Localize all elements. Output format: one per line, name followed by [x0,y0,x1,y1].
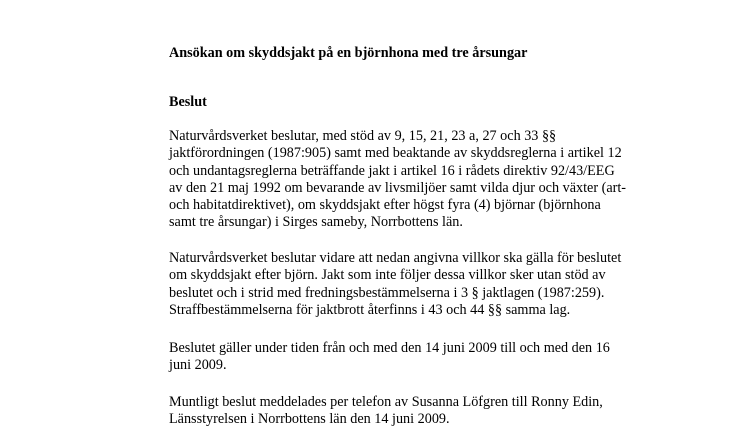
paragraph-line: och undantagsreglerna beträffande jakt i artikel 16 i rådets direktiv 92/43/EEG [169,162,615,179]
paragraph-line: Länsstyrelsen i Norrbottens län den 14 juni 2009. [169,411,450,428]
paragraph-line: Naturvårdsverket beslutar vidare att nedan angivna villkor ska gälla för beslutet [169,250,622,266]
paragraph-oral-decision [169,394,669,429]
paragraph-conditions [169,250,669,319]
paragraph-decision [169,128,669,232]
paragraph-line: samt tre årsungar) i Sirges sameby, Norrbottens län. [169,214,463,231]
paragraph-line: Naturvårdsverket beslutar, med stöd av 9, 15, 21, 23 a, 27 och 33 §§ [169,128,557,144]
paragraph-line: juni 2009. [169,357,227,374]
paragraph-line: beslutet och i strid med fredningsbestämmelserna i 3 § jaktlagen (1987:259). [169,284,605,301]
paragraph-line: Straffbestämmelserna för jaktbrott återfinns i 43 och 44 §§ samma lag. [169,301,571,318]
document-title: Ansökan om skyddsjakt på en björnhona med tre årsungar [169,45,528,61]
paragraph-line: och habitatdirektivet), om skyddsjakt efter högst fyra (4) björnar (björnhona [169,197,601,214]
paragraph-validity [169,340,669,375]
paragraph-line: Muntligt beslut meddelades per telefon av Susanna Löfgren till Ronny Edin, [169,394,603,410]
section-heading: Beslut [169,94,207,110]
paragraph-line: Beslutet gäller under tiden från och med den 14 juni 2009 till och med den 16 [169,340,610,356]
paragraph-line: jaktförordningen (1987:905) samt med beaktande av skyddsreglerna i artikel 12 [169,145,622,162]
paragraph-line: av den 21 maj 1992 om bevarande av livsmiljöer samt vilda djur och växter (art- [169,179,627,196]
paragraph-line: om skyddsjakt efter björn. Jakt som inte följer dessa villkor sker utan stöd av [169,267,606,284]
